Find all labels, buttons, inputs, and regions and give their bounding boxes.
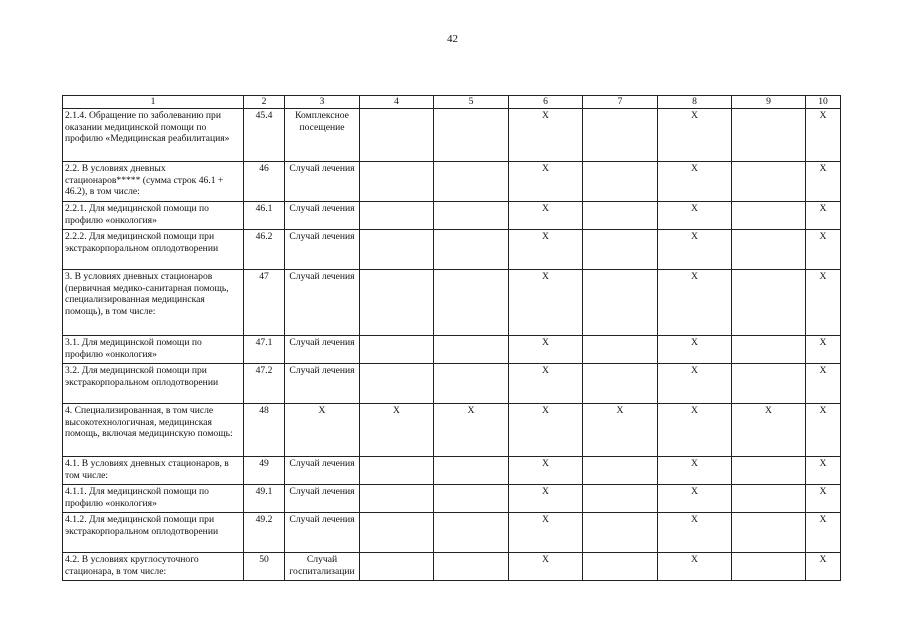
row-label: 2.2.1. Для медицинской помощи по профилю «онкология» [63,202,244,230]
mark-cell [360,485,434,513]
mark-cell: Х [806,202,841,230]
row-unit: Комплексное посещение [285,109,360,162]
table-row [63,404,841,457]
row-unit: Случай лечения [285,270,360,336]
table-row [63,270,841,336]
mark-cell [732,553,806,581]
mark-cell: Х [509,364,583,404]
mark-cell [434,202,509,230]
row-unit: Случай лечения [285,202,360,230]
mark-cell: Х [509,553,583,581]
mark-cell: Х [658,364,732,404]
row-unit: Случай лечения [285,336,360,364]
mark-cell [732,513,806,553]
mark-cell [732,202,806,230]
mark-cell: Х [509,457,583,485]
row-code: 46.1 [244,202,285,230]
column-header: 6 [509,96,583,109]
mark-cell [732,364,806,404]
mark-cell: Х [509,485,583,513]
mark-cell: Х [806,404,841,457]
table-row [63,202,841,230]
mark-cell [732,230,806,270]
mark-cell: Х [732,404,806,457]
row-code: 46.2 [244,230,285,270]
mark-cell: Х [509,270,583,336]
row-unit: Случай лечения [285,230,360,270]
mark-cell [360,513,434,553]
mark-cell: Х [806,457,841,485]
mark-cell [360,336,434,364]
mark-cell [583,270,658,336]
mark-cell [360,270,434,336]
mark-cell [360,109,434,162]
mark-cell [434,553,509,581]
mark-cell [583,202,658,230]
row-unit: Случай лечения [285,364,360,404]
row-code: 45.4 [244,109,285,162]
mark-cell [583,364,658,404]
header-row [63,96,841,109]
mark-cell: Х [658,270,732,336]
column-header: 10 [806,96,841,109]
mark-cell [732,485,806,513]
row-unit: Случай лечения [285,457,360,485]
column-header: 7 [583,96,658,109]
mark-cell: Х [806,553,841,581]
row-code: 47 [244,270,285,336]
table-row [63,553,841,581]
table-row [63,109,841,162]
mark-cell: Х [434,404,509,457]
mark-cell [434,270,509,336]
mark-cell [434,513,509,553]
row-code: 49.2 [244,513,285,553]
row-label: 4.1.1. Для медицинской помощи по профилю «онкология» [63,485,244,513]
column-header: 4 [360,96,434,109]
row-label: 4.1. В условиях дневных стационаров, в том числе: [63,457,244,485]
mark-cell: Х [658,162,732,202]
mark-cell [732,270,806,336]
table-row [63,162,841,202]
table-row [63,485,841,513]
mark-cell: Х [658,553,732,581]
mark-cell [360,202,434,230]
mark-cell: Х [509,404,583,457]
row-unit: Х [285,404,360,457]
mark-cell: Х [806,364,841,404]
mark-cell [583,230,658,270]
mark-cell [732,336,806,364]
table-row [63,230,841,270]
table-row [63,364,841,404]
mark-cell: Х [509,162,583,202]
row-label: 3. В условиях дневных стационаров (первичная медико-санитарная помощь, специализированная медицинская помощь), в том числе: [63,270,244,336]
row-label: 4.2. В условиях круглосуточного стационара, в том числе: [63,553,244,581]
column-header: 5 [434,96,509,109]
row-code: 49 [244,457,285,485]
mark-cell [434,336,509,364]
mark-cell [360,457,434,485]
mark-cell: Х [658,513,732,553]
row-code: 47.1 [244,336,285,364]
row-label: 4. Специализированная, в том числе высокотехнологичная, медицинская помощь, включая медицинскую помощь: [63,404,244,457]
row-label: 3.1. Для медицинской помощи по профилю «онкология» [63,336,244,364]
mark-cell [583,162,658,202]
mark-cell [583,553,658,581]
row-code: 46 [244,162,285,202]
row-label: 2.2.2. Для медицинской помощи при экстракорпоральном оплодотворении [63,230,244,270]
page-number: 42 [447,33,458,45]
column-header: 3 [285,96,360,109]
mark-cell: Х [806,270,841,336]
mark-cell [434,485,509,513]
mark-cell [360,230,434,270]
mark-cell: Х [509,202,583,230]
mark-cell [360,162,434,202]
row-code: 47.2 [244,364,285,404]
table-row [63,513,841,553]
row-code: 49.1 [244,485,285,513]
mark-cell: Х [658,109,732,162]
row-label: 2.2. В условиях дневных стационаров***** (сумма строк 46.1 + 46.2), в том числе: [63,162,244,202]
row-unit: Случай лечения [285,513,360,553]
mark-cell: Х [658,485,732,513]
mark-cell [583,457,658,485]
mark-cell: Х [806,485,841,513]
column-header: 9 [732,96,806,109]
row-unit: Случай лечения [285,485,360,513]
row-label: 4.1.2. Для медицинской помощи при экстракорпоральном оплодотворении [63,513,244,553]
mark-cell [360,553,434,581]
mark-cell [583,336,658,364]
mark-cell [434,162,509,202]
column-header: 8 [658,96,732,109]
column-header: 2 [244,96,285,109]
mark-cell: Х [658,202,732,230]
row-unit: Случай лечения [285,162,360,202]
mark-cell [732,457,806,485]
mark-cell: Х [509,513,583,553]
mark-cell: Х [509,336,583,364]
mark-cell [583,485,658,513]
mark-cell: Х [360,404,434,457]
mark-cell: Х [806,230,841,270]
row-unit: Случай госпитализации [285,553,360,581]
mark-cell [583,109,658,162]
mark-cell: Х [658,230,732,270]
mark-cell [434,230,509,270]
row-code: 50 [244,553,285,581]
mark-cell [732,162,806,202]
column-header: 1 [63,96,244,109]
mark-cell: Х [806,162,841,202]
row-label: 3.2. Для медицинской помощи при экстракорпоральном оплодотворении [63,364,244,404]
mark-cell: Х [658,404,732,457]
mark-cell: Х [806,513,841,553]
row-code: 48 [244,404,285,457]
table-row [63,457,841,485]
table-row [63,336,841,364]
mark-cell [360,364,434,404]
mark-cell: Х [583,404,658,457]
mark-cell: Х [806,109,841,162]
mark-cell: Х [806,336,841,364]
mark-cell [732,109,806,162]
mark-cell: Х [509,230,583,270]
mark-cell: Х [658,457,732,485]
mark-cell: Х [658,336,732,364]
mark-cell: Х [509,109,583,162]
statistics-table [62,95,841,581]
row-label: 2.1.4. Обращение по заболеванию при оказании медицинской помощи по профилю «Медицинская реабилитация» [63,109,244,162]
mark-cell [434,457,509,485]
mark-cell [583,513,658,553]
mark-cell [434,109,509,162]
mark-cell [434,364,509,404]
